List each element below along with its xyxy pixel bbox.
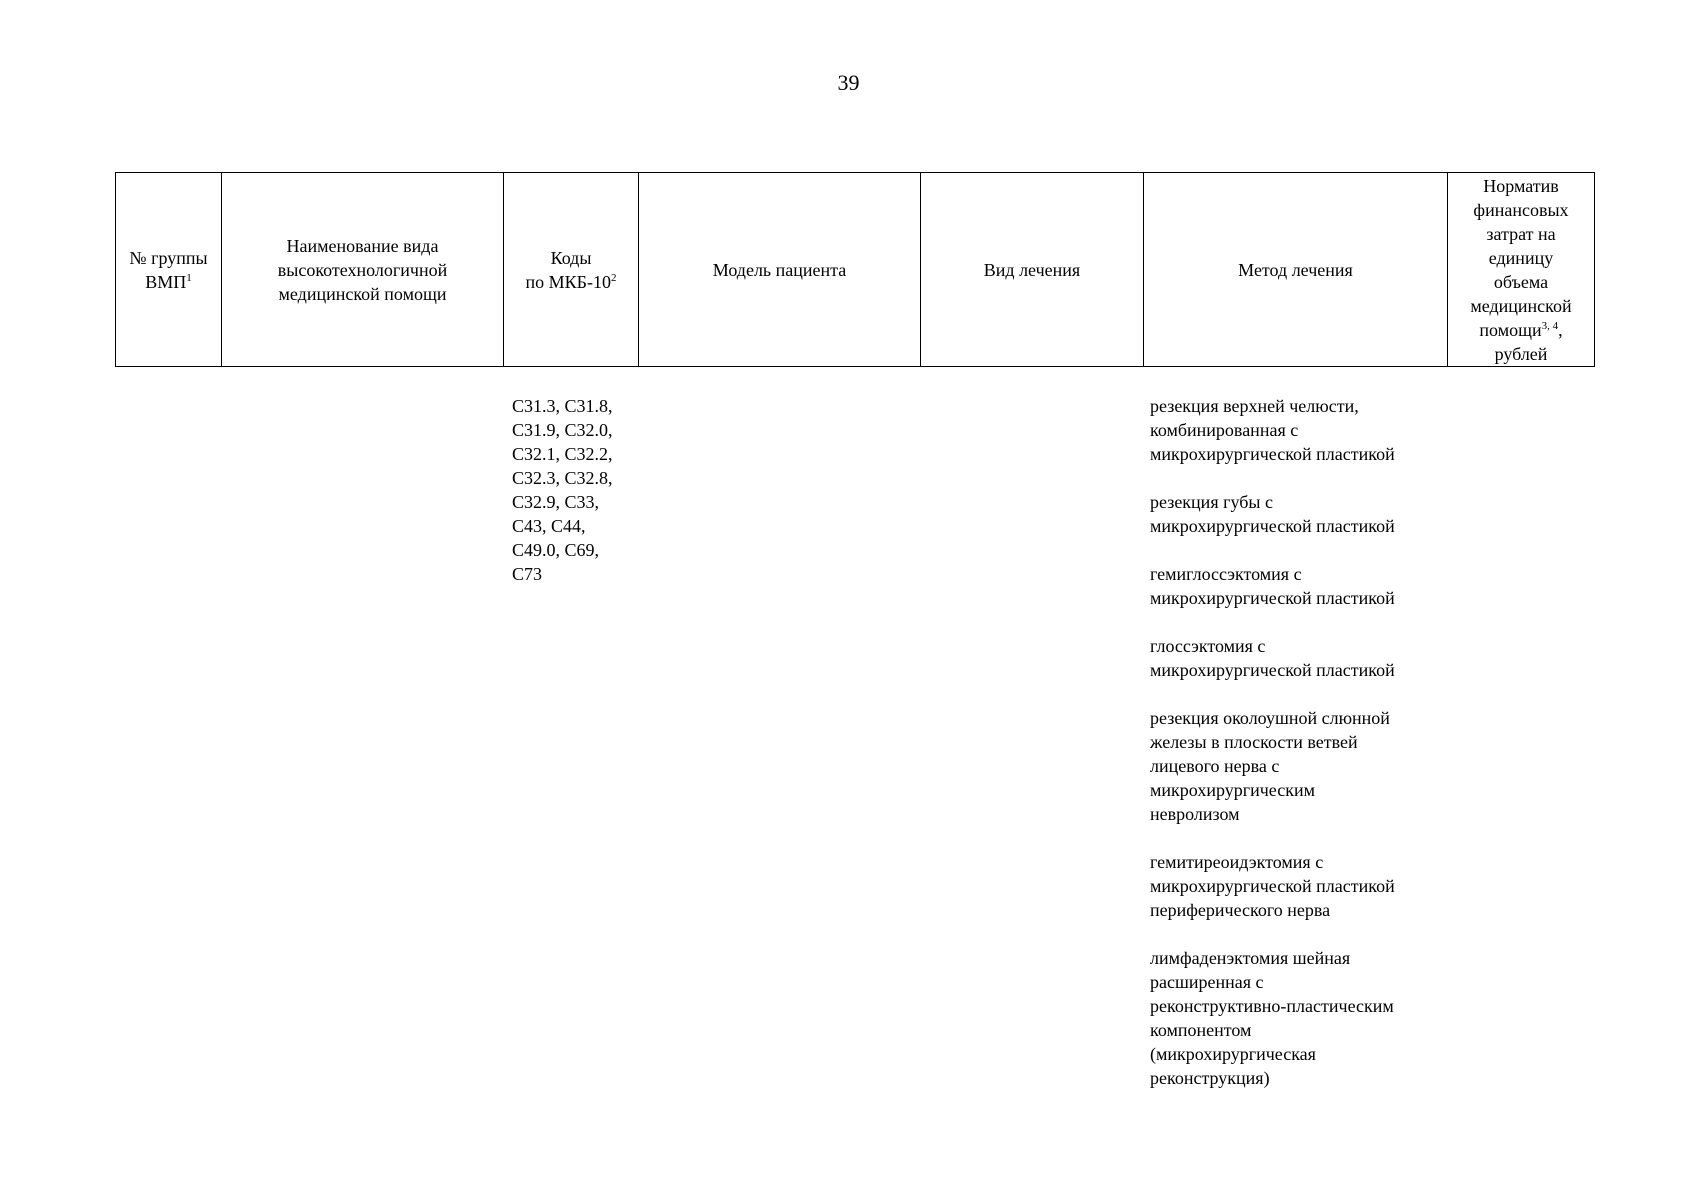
- method-line: лимфаденэктомия шейная: [1150, 948, 1351, 968]
- method-line: компонентом: [1150, 1020, 1252, 1040]
- method-line: расширенная с: [1150, 972, 1264, 992]
- method-item: [1150, 394, 1450, 466]
- header-group-no-line1: № группы: [129, 247, 208, 268]
- footnote-ref-2: 2: [610, 271, 617, 284]
- header-treatment-method: Метод лечения: [1144, 173, 1448, 367]
- header-cost-norm-line8: рублей: [1494, 343, 1548, 364]
- header-codes: [504, 173, 639, 367]
- method-line: невролизом: [1150, 804, 1240, 824]
- header-type-name-line3: медицинской помощи: [278, 283, 447, 304]
- header-cost-norm: [1448, 173, 1595, 367]
- method-line: микрохирургическим: [1150, 780, 1315, 800]
- icd-code-line: C73: [512, 564, 543, 584]
- method-item: [1150, 490, 1450, 538]
- method-item: [1150, 850, 1450, 922]
- header-type-name-line1: Наименование вида: [286, 235, 439, 256]
- header-cost-norm-line1: Норматив: [1483, 175, 1559, 196]
- method-item: [1150, 706, 1450, 826]
- method-item: [1150, 562, 1450, 610]
- header-type-name-line2: высокотехнологичной: [277, 259, 448, 280]
- method-line: железы в плоскости ветвей: [1150, 732, 1358, 752]
- method-item: [1150, 946, 1450, 1090]
- header-cost-norm-line6: медицинской: [1470, 295, 1572, 316]
- footnote-ref-3-4: 3, 4: [1541, 319, 1559, 332]
- header-group-no-line2: ВМП: [145, 271, 187, 292]
- method-line: микрохирургической пластикой: [1150, 660, 1395, 680]
- header-cost-norm-line5: объема: [1493, 271, 1549, 292]
- method-line: микрохирургической пластикой: [1150, 876, 1395, 896]
- method-line: комбинированная с: [1150, 420, 1299, 440]
- icd-code-line: C31.3, C31.8,: [512, 396, 613, 416]
- header-cost-norm-line2: финансовых: [1473, 199, 1569, 220]
- icd-code-line: C43, C44,: [512, 516, 586, 536]
- icd-code-line: C32.9, C33,: [512, 492, 600, 512]
- method-line: гемиглоссэктомия с: [1150, 564, 1302, 584]
- method-line: резекция околоушной слюнной: [1150, 708, 1390, 728]
- footnote-ref-1: 1: [186, 271, 192, 284]
- method-line: реконструктивно-пластическим: [1150, 996, 1394, 1016]
- icd-code-line: C32.3, C32.8,: [512, 468, 613, 488]
- table-header: [115, 172, 1595, 367]
- header-row: [116, 173, 1595, 367]
- method-line: резекция верхней челюсти,: [1150, 396, 1359, 416]
- method-line: микрохирургической пластикой: [1150, 444, 1395, 464]
- header-type-name: [222, 173, 504, 367]
- method-line: глоссэктомия с: [1150, 636, 1266, 656]
- header-cost-norm-line7: помощи: [1479, 319, 1542, 340]
- method-line: лицевого нерва с: [1150, 756, 1280, 776]
- method-line: микрохирургической пластикой: [1150, 588, 1395, 608]
- method-line: гемитиреоидэктомия с: [1150, 852, 1324, 872]
- method-line: резекция губы с: [1150, 492, 1273, 512]
- icd-codes-cell: [512, 394, 642, 586]
- icd-code-line: C32.1, C32.2,: [512, 444, 613, 464]
- header-cost-norm-line7-wrap: [1452, 318, 1590, 342]
- treatment-methods-cell: [1150, 394, 1450, 1114]
- page-number: 39: [837, 70, 860, 95]
- header-group-no-line2-wrap: [120, 270, 217, 294]
- header-codes-line2-wrap: [508, 270, 634, 294]
- method-line: микрохирургической пластикой: [1150, 516, 1395, 536]
- header-cost-norm-line3: затрат на: [1486, 223, 1556, 244]
- method-line: периферического нерва: [1150, 900, 1331, 920]
- header-patient-model: Модель пациента: [639, 173, 921, 367]
- header-group-no: [116, 173, 222, 367]
- icd-code-line: C31.9, C32.0,: [512, 420, 613, 440]
- header-treatment-type: Вид лечения: [921, 173, 1144, 367]
- header-codes-line1: Коды: [550, 247, 592, 268]
- header-codes-line2: по МКБ-10: [525, 271, 611, 292]
- header-cost-norm-comma: ,: [1558, 319, 1563, 340]
- header-cost-norm-line4: единицу: [1488, 247, 1554, 268]
- icd-code-line: C49.0, C69,: [512, 540, 600, 560]
- method-item: [1150, 634, 1450, 682]
- method-line: (микрохирургическая: [1150, 1044, 1316, 1064]
- method-line: реконструкция): [1150, 1068, 1270, 1088]
